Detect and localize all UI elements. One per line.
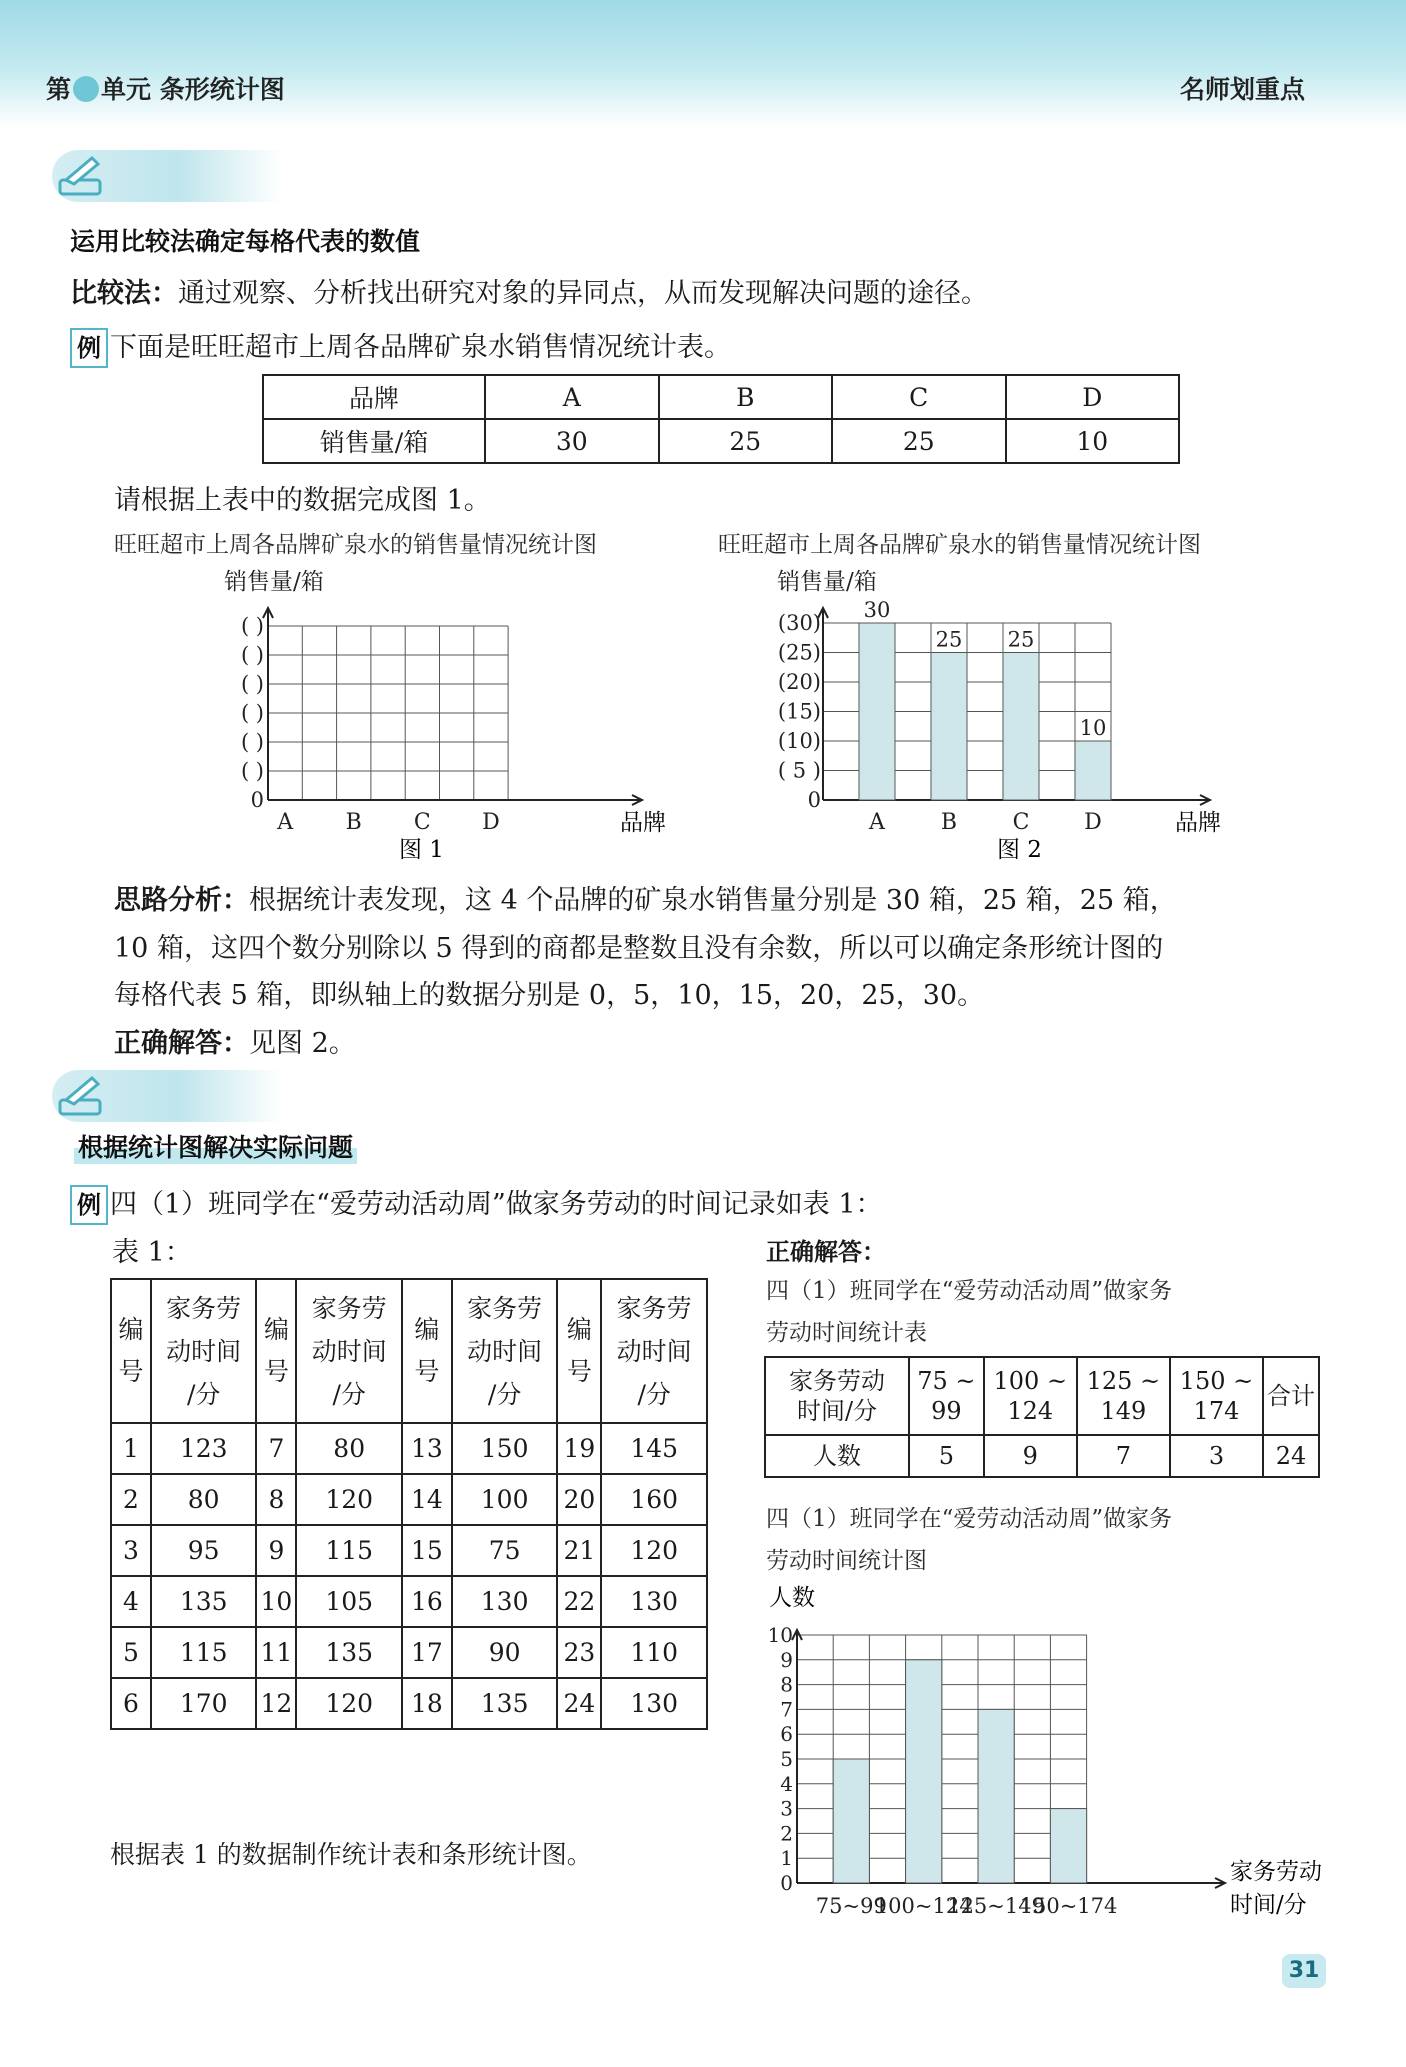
record-id-cell: 9 [256,1525,296,1576]
y-tick-label: (20) [777,670,821,694]
analysis-line-2: 10 箱，这四个数分别除以 5 得到的商都是整数且没有余数，所以可以确定条形统计图的 [114,933,1164,964]
record-table [110,1278,708,1730]
bar [859,623,895,800]
pencil-icon [52,1070,112,1122]
record-id-cell: 22 [557,1576,601,1627]
record-time-cell: 80 [296,1423,402,1474]
stat-count-cell: 9 [984,1435,1077,1477]
fig1-caption: 图 1 [399,837,444,863]
table-cell: 30 [485,419,659,463]
fig1-ticks [241,614,264,812]
record-time-cell: 120 [296,1474,402,1525]
record-time-cell: 75 [452,1525,558,1576]
record-time-cell: 135 [151,1576,257,1627]
y-tick-label: 4 [780,1771,793,1796]
record-time-cell: 115 [296,1525,402,1576]
stat-count-cell: 24 [1263,1435,1319,1477]
record-id-cell: 12 [256,1678,296,1729]
col-id-header: 编 号 [402,1279,452,1423]
y-tick-label: ( ) [240,759,264,783]
record-id-cell: 2 [111,1474,151,1525]
stat-table [764,1356,1320,1478]
stat-table-title-2: 劳动时间统计表 [766,1320,927,1346]
chart3-bars [833,1660,1086,1883]
col-time-header: 家务劳 动时间 /分 [151,1279,257,1423]
col-id-header: 编 号 [111,1279,151,1423]
bar-value-label: 10 [1079,716,1107,740]
bar [931,653,967,801]
table-header-cell: 品牌 [263,375,485,419]
chart3-ticks [768,1623,793,1895]
unit-number-badge [73,76,99,102]
x-category-label: C [413,810,431,835]
record-time-cell: 80 [151,1474,257,1525]
bar-value-label: 25 [935,627,963,652]
section1-subtitle: 运用比较法确定每格代表的数值 [70,227,421,256]
record-id-cell: 18 [402,1678,452,1729]
record-time-cell: 120 [296,1678,402,1729]
y-tick-label: 0 [807,788,821,812]
table-cell: 10 [1006,419,1180,463]
x-category-label: C [1012,810,1030,835]
fig2-title: 旺旺超市上周各品牌矿泉水的销售量情况统计图 [718,532,1201,558]
record-time-cell: 90 [452,1627,558,1678]
page-number: 31 [1282,1954,1326,1988]
task1-line: 请根据上表中的数据完成图 1。 [114,485,491,516]
x-category-label: D [1084,810,1102,835]
table1-label: 表 1： [112,1237,192,1268]
x-category-label: A [869,810,885,835]
bar [906,1660,942,1883]
record-id-cell: 23 [557,1627,601,1678]
record-time-cell: 110 [601,1627,707,1678]
y-tick-label: ( ) [240,643,264,667]
record-id-cell: 3 [111,1525,151,1576]
record-id-cell: 24 [557,1678,601,1729]
x-category-label: B [940,810,958,835]
y-tick-label: (10) [777,729,821,753]
stat-range-cell: 150 ~ 174 [1170,1357,1263,1435]
record-time-cell: 150 [452,1423,558,1474]
record-id-cell: 5 [111,1627,151,1678]
table-cell: D [1006,375,1180,419]
chart-title-1: 四（1）班同学在“爱劳动活动周”做家务 [766,1506,1173,1532]
table-row [111,1576,707,1627]
y-tick-label: ( ) [240,701,264,725]
x-category-label: D [482,810,500,835]
fig2-bars [859,598,1111,800]
fig1-xlabel: 品牌 [620,810,666,836]
record-time-cell: 120 [601,1525,707,1576]
record-time-cell: 105 [296,1576,402,1627]
housework-bar-chart [755,1574,1355,1924]
fig1-title: 旺旺超市上周各品牌矿泉水的销售量情况统计图 [114,532,597,558]
record-id-cell: 1 [111,1423,151,1474]
fig2-ticks [778,611,821,812]
record-id-cell: 8 [256,1474,296,1525]
y-tick-label: 2 [780,1821,793,1846]
record-id-cell: 14 [402,1474,452,1525]
y-tick-label: ( ) [240,614,264,638]
sales-table [262,374,1180,464]
record-time-cell: 95 [151,1525,257,1576]
chart3-ylabel: 人数 [769,1585,815,1611]
example1-line: 例 下面是旺旺超市上周各品牌矿泉水销售情况统计表。 [70,325,731,368]
fig2-caption: 图 2 [997,837,1042,863]
y-tick-label: 3 [780,1796,793,1821]
y-tick-label: (15) [777,699,821,724]
header-right-title: 名师划重点 [1180,75,1306,104]
record-id-cell: 11 [256,1627,296,1678]
bar [1050,1809,1086,1883]
stat-range-cell: 75 ~ 99 [909,1357,984,1435]
stat-total-header: 合计 [1263,1357,1319,1435]
answer2-label: 正确解答： [766,1238,886,1266]
record-id-cell: 20 [557,1474,601,1525]
record-id-cell: 13 [402,1423,452,1474]
fig2-ylabel: 销售量/箱 [777,569,877,595]
fig1-grid [263,608,642,805]
x-category-label: 150~174 [1019,1894,1118,1918]
pencil-icon [52,150,112,202]
answer1-line: 正确解答：见图 2。 [114,1028,356,1059]
table-row [111,1423,707,1474]
y-tick-label: (25) [777,640,821,665]
record-id-cell: 4 [111,1576,151,1627]
stat-count-cell: 3 [1170,1435,1263,1477]
x-category-label: 125~149 [947,1894,1045,1918]
example-badge: 例 [70,328,108,368]
record-time-cell: 123 [151,1423,257,1474]
record-id-cell: 10 [256,1576,296,1627]
x-category-label: 75~99 [815,1894,887,1918]
col-id-header: 编 号 [256,1279,296,1423]
record-time-cell: 100 [452,1474,558,1525]
definition-line: 比较法：通过观察、分析找出研究对象的异同点，从而发现解决问题的途径。 [70,278,988,309]
record-time-cell: 115 [151,1627,257,1678]
record-id-cell: 17 [402,1627,452,1678]
record-time-cell: 145 [601,1423,707,1474]
table-cell: B [659,375,833,419]
record-id-cell: 19 [557,1423,601,1474]
bar-value-label: 30 [863,598,891,622]
y-tick-label: 0 [780,1871,793,1895]
y-tick-label: 10 [767,1623,793,1647]
table-header-cell: 销售量/箱 [263,419,485,463]
y-tick-label: (30) [777,611,821,635]
table-row [111,1678,707,1729]
y-tick-label: ( ) [240,730,264,754]
record-time-cell: 170 [151,1678,257,1729]
x-category-label: B [345,810,362,835]
y-tick-label: ( ) [240,672,264,696]
y-tick-label: 1 [780,1846,793,1871]
record-time-cell: 160 [601,1474,707,1525]
chart-title-2: 劳动时间统计图 [766,1548,927,1574]
y-tick-label: 6 [780,1722,793,1747]
record-id-cell: 21 [557,1525,601,1576]
table-row [765,1435,1319,1477]
y-tick-label: 7 [780,1697,793,1722]
section2-subtitle: 根据统计图解决实际问题 [74,1128,357,1164]
record-id-cell: 16 [402,1576,452,1627]
record-time-cell: 130 [452,1576,558,1627]
table-row [111,1627,707,1678]
table-cell: C [832,375,1006,419]
stat-row-label: 人数 [765,1435,909,1477]
record-id-cell: 15 [402,1525,452,1576]
chart3-xlabel-1: 家务劳动 [1230,1859,1322,1885]
col-id-header: 编 号 [557,1279,601,1423]
table-header-row [111,1279,707,1423]
y-tick-label: 5 [780,1747,793,1771]
bar-value-label: 25 [1007,627,1035,652]
section-banner-method [52,150,282,202]
col-time-header: 家务劳 动时间 /分 [296,1279,402,1423]
y-tick-label: 9 [780,1647,793,1672]
fig1-categories [276,810,500,835]
y-tick-label: ( 5 ) [777,758,821,783]
table-row [765,1357,1319,1435]
task2-line: 根据表 1 的数据制作统计表和条形统计图。 [110,1840,592,1869]
fig1-ylabel: 销售量/箱 [224,569,324,595]
record-time-cell: 135 [452,1678,558,1729]
analysis-line-1: 思路分析：根据统计表发现，这 4 个品牌的矿泉水销售量分别是 30 箱，25 箱，25 箱， [114,885,1177,916]
table-cell: 25 [659,419,833,463]
table-cell: 25 [832,419,1006,463]
record-time-cell: 135 [296,1627,402,1678]
bar [1003,653,1039,801]
analysis-line-3: 每格代表 5 箱，即纵轴上的数据分别是 0，5，10，15，20，25，30。 [114,980,985,1011]
table-row [263,419,1179,463]
stat-count-cell: 7 [1077,1435,1170,1477]
unit-title: 第 单元 条形统计图 [46,75,285,104]
header-band [0,0,1406,130]
example-badge: 例 [70,1185,108,1225]
record-time-cell: 130 [601,1678,707,1729]
bar [833,1759,869,1883]
figure-2-chart [755,560,1235,870]
table-row [111,1525,707,1576]
example2-line: 例 四（1）班同学在“爱劳动活动周”做家务劳动的时间记录如表 1： [70,1182,883,1225]
record-time-cell: 130 [601,1576,707,1627]
col-time-header: 家务劳 动时间 /分 [601,1279,707,1423]
y-tick-label: 0 [250,788,264,812]
stat-header-cell: 家务劳动 时间/分 [765,1357,909,1435]
stat-range-cell: 100 ~ 124 [984,1357,1077,1435]
x-category-label: 100~124 [874,1894,973,1918]
chart3-categories [816,1894,1118,1918]
bar [978,1709,1014,1883]
record-id-cell: 6 [111,1678,151,1729]
table-cell: A [485,375,659,419]
y-tick-label: 8 [780,1672,793,1697]
stat-count-cell: 5 [909,1435,984,1477]
stat-range-cell: 125 ~ 149 [1077,1357,1170,1435]
section-banner-key [52,1070,282,1122]
chart3-xlabel-2: 时间/分 [1230,1892,1307,1918]
x-category-label: A [277,810,294,835]
fig2-xlabel: 品牌 [1175,810,1221,836]
stat-table-title-1: 四（1）班同学在“爱劳动活动周”做家务 [766,1278,1173,1304]
table-row [263,375,1179,419]
bar [1075,741,1111,800]
fig2-categories [868,810,1102,835]
col-time-header: 家务劳 动时间 /分 [452,1279,558,1423]
figure-1-chart [200,560,670,870]
record-id-cell: 7 [256,1423,296,1474]
table-row [111,1474,707,1525]
